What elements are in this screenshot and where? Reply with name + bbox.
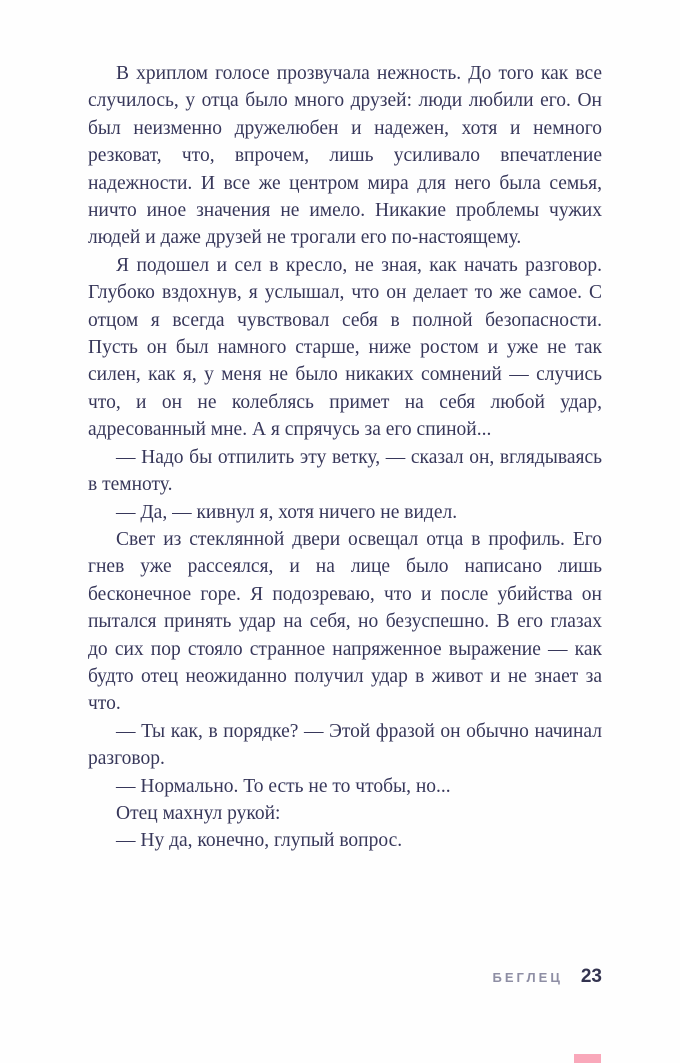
paragraph: — Ты как, в порядке? — Этой фразой он обычно начинал разговор.: [88, 720, 602, 770]
corner-color-mark: [574, 1054, 601, 1063]
page-footer: [88, 966, 602, 988]
paragraph: В хриплом голосе прозвучала нежность. До того как все случилось, у отца было много друзей: люди любили его. Он был неизменно дружелюбен и надежен, хотя и немного резковат, что, впрочем, лишь усиливало впечатление надежности. И все же центром мира для него была семья, ничто иное значения не имело. Никакие проблемы чужих людей и даже друзей не трогали его по-настоящему.: [88, 63, 602, 249]
paragraph: Свет из стеклянной двери освещал отца в профиль. Его гнев уже рассеялся, и на лице было написано лишь бесконечное горе. Я подозреваю, что и после убийства он пытался принять удар на себя, но безуспешно. В его глазах до сих пор стояло странное напряженное выражение — как будто отец неожиданно получил удар в живот и не знает за что.: [88, 528, 602, 715]
paragraph: — Надо бы отпилить эту ветку, — сказал он, вглядываясь в темноту.: [88, 446, 602, 496]
paragraph: — Ну да, конечно, глупый вопрос.: [116, 830, 403, 852]
paragraph: — Да, — кивнул я, хотя ничего не видел.: [116, 501, 458, 523]
paragraph: Отец махнул рукой:: [116, 802, 281, 824]
page-text: [88, 60, 602, 855]
paragraph: — Нормально. То есть не то чтобы, но...: [116, 775, 451, 797]
paragraph: Я подошел и сел в кресло, не зная, как начать разговор. Глубоко вздохнув, я услышал, что он делает то же самое. С отцом я всегда чувствовал себя в полной безопасности. Пусть он был намного старше, ниже ростом и уже не так силен, как я, у меня не было никаких сомнений — случись что, и он не колеблясь примет на себя любой удар, адресованный мне. А я спрячусь за его спиной...: [88, 254, 602, 441]
footer-page-number: 23: [580, 966, 602, 987]
footer-book-title: БЕГЛЕЦ: [492, 969, 563, 985]
